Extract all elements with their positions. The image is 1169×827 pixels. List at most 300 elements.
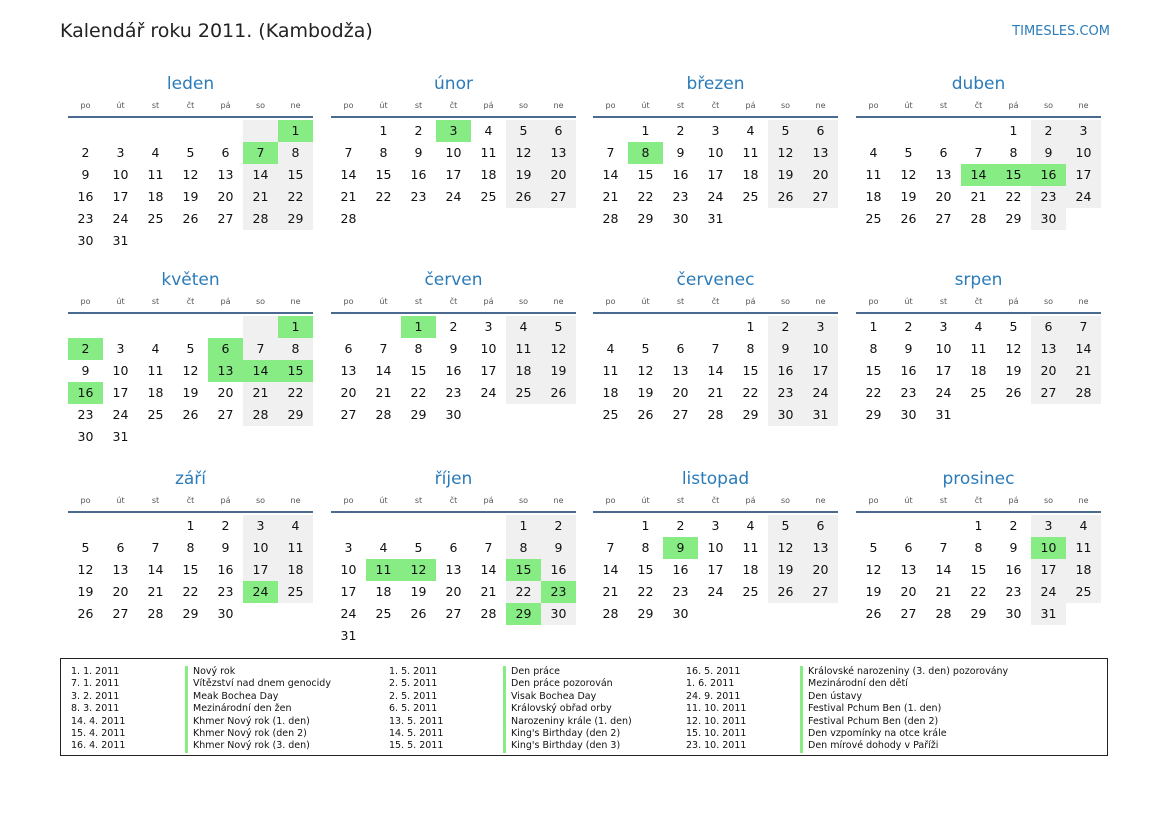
holiday-legend <box>60 658 1108 756</box>
holiday-date: 6. 5. 2011 <box>389 703 438 715</box>
weekday-label: po <box>343 496 354 505</box>
empty-cell <box>366 208 401 230</box>
day-cell: 19 <box>410 584 427 599</box>
day-cell: 28 <box>602 606 619 621</box>
holiday-date: 15. 5. 2011 <box>389 740 444 752</box>
holiday-date: 12. 10. 2011 <box>686 715 747 727</box>
day-cell: 19 <box>182 385 199 400</box>
legend-row <box>379 666 632 678</box>
empty-cell <box>856 120 891 142</box>
month-block <box>68 72 313 252</box>
weekday-label: ne <box>553 496 564 505</box>
day-cell: 3 <box>1066 120 1101 142</box>
day-cell: 8 <box>1009 145 1018 160</box>
holiday-day-cell: 14 <box>961 164 996 186</box>
day-cell: 17 <box>340 584 357 599</box>
legend-row <box>379 703 632 715</box>
day-cell: 11 <box>970 341 987 356</box>
day-cell: 18 <box>375 584 392 599</box>
weekday-header <box>593 491 838 513</box>
empty-cell <box>733 603 768 625</box>
holiday-day-cell: 16 <box>1031 164 1066 186</box>
legend-row <box>61 691 331 703</box>
day-cell: 18 <box>602 385 619 400</box>
legend-row <box>379 728 632 740</box>
day-cell: 2 <box>768 316 803 338</box>
day-cell: 25 <box>742 189 759 204</box>
day-cell: 3 <box>803 316 838 338</box>
weekday-label: po <box>80 297 91 306</box>
day-cell: 16 <box>672 167 689 182</box>
empty-cell <box>401 625 436 647</box>
day-cell: 28 <box>480 606 497 621</box>
day-cell: 22 <box>182 584 199 599</box>
day-cell: 18 <box>506 360 541 382</box>
day-cell: 12 <box>182 363 199 378</box>
day-cell: 14 <box>935 562 952 577</box>
day-cell: 19 <box>637 385 654 400</box>
day-cell: 29 <box>278 404 313 426</box>
weekday-label: st <box>939 496 948 505</box>
day-cell: 1 <box>186 518 195 533</box>
day-cell: 6 <box>449 540 458 555</box>
empty-cell <box>208 426 243 448</box>
day-cell: 21 <box>707 385 724 400</box>
empty-cell <box>366 625 401 647</box>
holiday-date: 23. 10. 2011 <box>686 740 747 752</box>
empty-cell <box>243 120 278 142</box>
weekday-label: ne <box>290 101 301 110</box>
day-cell: 23 <box>77 407 94 422</box>
day-cell: 10 <box>803 338 838 360</box>
day-cell: 26 <box>77 606 94 621</box>
day-cell: 12 <box>768 142 803 164</box>
day-cell: 29 <box>742 407 759 422</box>
weekday-label: so <box>255 496 266 505</box>
holiday-name: Festival Pchum Ben (1. den) <box>800 703 941 715</box>
legend-column-3 <box>676 666 1008 753</box>
day-grid <box>68 515 313 625</box>
day-cell: 6 <box>803 120 838 142</box>
weekday-label: čt <box>711 101 720 110</box>
day-cell: 8 <box>641 540 650 555</box>
day-cell: 5 <box>869 540 878 555</box>
day-cell: 17 <box>480 363 497 378</box>
holiday-day-cell: 15 <box>278 360 313 382</box>
weekday-label: po <box>605 101 616 110</box>
day-cell: 4 <box>151 341 160 356</box>
day-cell: 4 <box>746 518 755 533</box>
day-cell: 30 <box>217 606 234 621</box>
day-cell: 5 <box>81 540 90 555</box>
day-cell: 3 <box>711 123 720 138</box>
day-cell: 3 <box>939 319 948 334</box>
empty-cell <box>208 120 243 142</box>
day-cell: 23 <box>410 189 427 204</box>
day-cell: 31 <box>340 628 357 643</box>
day-cell: 9 <box>449 341 458 356</box>
day-cell: 25 <box>147 211 164 226</box>
weekday-label: pá <box>745 297 756 306</box>
day-cell: 21 <box>243 382 278 404</box>
day-cell: 4 <box>379 540 388 555</box>
day-cell: 24 <box>340 606 357 621</box>
weekday-label: út <box>116 496 125 505</box>
weekday-label: ne <box>290 496 301 505</box>
day-cell: 13 <box>935 167 952 182</box>
day-cell: 5 <box>541 316 576 338</box>
weekday-label: ne <box>1078 496 1089 505</box>
day-grid <box>331 120 576 230</box>
day-cell: 12 <box>1005 341 1022 356</box>
day-cell: 13 <box>217 167 234 182</box>
day-cell: 11 <box>147 363 164 378</box>
holiday-day-cell: 15 <box>996 164 1031 186</box>
holiday-day-cell: 9 <box>663 537 698 559</box>
weekday-label: pá <box>745 496 756 505</box>
day-cell: 13 <box>803 537 838 559</box>
day-cell: 11 <box>742 540 759 555</box>
month-block <box>856 72 1101 230</box>
day-cell: 29 <box>1005 211 1022 226</box>
day-cell: 4 <box>606 341 615 356</box>
day-cell: 17 <box>445 167 462 182</box>
holiday-date: 1. 1. 2011 <box>71 666 120 677</box>
legend-row <box>61 666 331 678</box>
legend-row <box>61 678 331 690</box>
day-cell: 15 <box>970 562 987 577</box>
day-cell: 16 <box>672 562 689 577</box>
day-cell: 7 <box>606 540 615 555</box>
day-cell: 15 <box>742 363 759 378</box>
holiday-day-cell: 2 <box>68 338 103 360</box>
holiday-date: 14. 5. 2011 <box>389 727 444 739</box>
weekday-label: st <box>676 297 685 306</box>
day-cell: 28 <box>243 404 278 426</box>
weekday-header <box>856 292 1101 314</box>
day-cell: 5 <box>1009 319 1018 334</box>
day-cell: 22 <box>506 581 541 603</box>
day-cell: 28 <box>602 211 619 226</box>
day-cell: 29 <box>637 606 654 621</box>
day-cell: 18 <box>480 167 497 182</box>
day-cell: 28 <box>935 606 952 621</box>
weekday-header <box>593 292 838 314</box>
day-cell: 11 <box>147 167 164 182</box>
weekday-label: út <box>379 101 388 110</box>
day-cell: 30 <box>77 429 94 444</box>
day-cell: 6 <box>803 515 838 537</box>
holiday-date: 13. 5. 2011 <box>389 715 444 727</box>
weekday-label: pá <box>483 496 494 505</box>
day-cell: 29 <box>278 208 313 230</box>
day-cell: 25 <box>506 382 541 404</box>
month-name: srpen <box>954 270 1003 290</box>
day-cell: 14 <box>243 164 278 186</box>
day-cell: 15 <box>637 167 654 182</box>
weekday-header <box>331 96 576 118</box>
day-cell: 9 <box>81 167 90 182</box>
legend-row <box>676 678 1008 690</box>
day-cell: 14 <box>480 562 497 577</box>
weekday-label: st <box>151 101 160 110</box>
day-cell: 22 <box>970 584 987 599</box>
weekday-label: čt <box>974 101 983 110</box>
legend-row <box>676 716 1008 728</box>
day-cell: 13 <box>445 562 462 577</box>
day-cell: 29 <box>970 606 987 621</box>
day-cell: 7 <box>243 338 278 360</box>
weekday-label: so <box>1043 101 1054 110</box>
day-cell: 19 <box>900 189 917 204</box>
weekday-label: so <box>518 297 529 306</box>
brand-link[interactable]: TIMESLES.COM <box>1012 24 1110 39</box>
day-cell: 25 <box>865 211 882 226</box>
day-cell: 24 <box>935 385 952 400</box>
page-title: Kalendář roku 2011. (Kambodža) <box>60 20 373 42</box>
weekday-label: st <box>676 496 685 505</box>
weekday-label: čt <box>186 101 195 110</box>
day-cell: 15 <box>865 363 882 378</box>
day-cell: 31 <box>112 429 129 444</box>
empty-cell <box>401 515 436 537</box>
weekday-label: st <box>151 297 160 306</box>
day-cell: 11 <box>742 145 759 160</box>
day-cell: 31 <box>1031 603 1066 625</box>
day-cell: 4 <box>278 515 313 537</box>
day-cell: 6 <box>541 120 576 142</box>
day-cell: 25 <box>1066 581 1101 603</box>
day-grid <box>593 316 838 426</box>
day-cell: 13 <box>672 363 689 378</box>
holiday-name: Den vzpomínky na otce krále <box>800 728 947 740</box>
weekday-label: po <box>868 297 879 306</box>
legend-row <box>676 691 1008 703</box>
day-cell: 17 <box>707 562 724 577</box>
holiday-name: Královské narozeniny (3. den) pozorovány <box>800 666 1008 678</box>
weekday-label: pá <box>1008 297 1019 306</box>
holiday-day-cell: 13 <box>208 360 243 382</box>
month-block <box>856 467 1101 625</box>
day-cell: 15 <box>410 363 427 378</box>
day-cell: 29 <box>410 407 427 422</box>
weekday-label: st <box>939 297 948 306</box>
empty-cell <box>173 316 208 338</box>
empty-cell <box>541 625 576 647</box>
holiday-date: 15. 4. 2011 <box>71 727 126 739</box>
day-cell: 15 <box>375 167 392 182</box>
day-cell: 16 <box>217 562 234 577</box>
day-cell: 6 <box>221 145 230 160</box>
day-cell: 9 <box>904 341 913 356</box>
day-cell: 7 <box>484 540 493 555</box>
day-cell: 10 <box>445 145 462 160</box>
weekday-header <box>856 491 1101 513</box>
day-cell: 5 <box>641 341 650 356</box>
day-cell: 4 <box>484 123 493 138</box>
empty-cell <box>891 120 926 142</box>
holiday-date: 7. 1. 2011 <box>71 678 120 690</box>
day-cell: 1 <box>379 123 388 138</box>
day-cell: 6 <box>344 341 353 356</box>
empty-cell <box>856 515 891 537</box>
empty-cell <box>891 515 926 537</box>
weekday-label: pá <box>220 297 231 306</box>
empty-cell <box>698 316 733 338</box>
day-grid <box>331 515 576 647</box>
empty-cell <box>628 316 663 338</box>
day-cell: 19 <box>1005 363 1022 378</box>
day-cell: 3 <box>711 518 720 533</box>
day-cell: 12 <box>77 562 94 577</box>
day-cell: 17 <box>112 385 129 400</box>
day-cell: 22 <box>865 385 882 400</box>
month-name: říjen <box>434 469 473 489</box>
day-cell: 30 <box>445 407 462 422</box>
month-block <box>68 268 313 448</box>
weekday-label: st <box>676 101 685 110</box>
day-cell: 8 <box>186 540 195 555</box>
day-cell: 6 <box>676 341 685 356</box>
day-grid <box>856 316 1101 426</box>
day-cell: 27 <box>340 407 357 422</box>
day-cell: 25 <box>480 189 497 204</box>
day-cell: 24 <box>803 382 838 404</box>
legend-row <box>676 728 1008 740</box>
day-cell: 25 <box>147 407 164 422</box>
empty-cell <box>243 316 278 338</box>
day-cell: 30 <box>77 233 94 248</box>
holiday-name: Královský obřad orby <box>503 703 612 715</box>
day-cell: 27 <box>672 407 689 422</box>
holiday-day-cell: 6 <box>208 338 243 360</box>
day-cell: 24 <box>1031 581 1066 603</box>
day-cell: 8 <box>278 338 313 360</box>
month-block <box>593 72 838 230</box>
holiday-day-cell: 10 <box>1031 537 1066 559</box>
day-cell: 8 <box>746 341 755 356</box>
day-cell: 7 <box>344 145 353 160</box>
month-block <box>331 467 576 647</box>
day-cell: 20 <box>445 584 462 599</box>
day-cell: 8 <box>506 537 541 559</box>
day-cell: 30 <box>1031 208 1066 230</box>
day-cell: 24 <box>1066 186 1101 208</box>
month-name: leden <box>166 74 215 94</box>
empty-cell <box>173 120 208 142</box>
day-cell: 20 <box>935 189 952 204</box>
day-cell: 30 <box>541 603 576 625</box>
day-cell: 31 <box>935 407 952 422</box>
day-cell: 20 <box>112 584 129 599</box>
month-name: únor <box>434 74 473 94</box>
empty-cell <box>138 230 173 252</box>
day-cell: 10 <box>112 363 129 378</box>
holiday-date: 3. 2. 2011 <box>71 690 120 702</box>
empty-cell <box>103 120 138 142</box>
day-cell: 21 <box>375 385 392 400</box>
weekday-label: čt <box>974 297 983 306</box>
weekday-label: út <box>904 496 913 505</box>
empty-cell <box>1066 208 1101 230</box>
day-cell: 9 <box>221 540 230 555</box>
day-cell: 30 <box>768 404 803 426</box>
empty-cell <box>366 515 401 537</box>
weekday-label: út <box>116 101 125 110</box>
day-cell: 27 <box>541 186 576 208</box>
day-cell: 18 <box>865 189 882 204</box>
weekday-label: pá <box>483 297 494 306</box>
month-name: červen <box>424 270 483 290</box>
holiday-day-cell: 16 <box>68 382 103 404</box>
empty-cell <box>1066 603 1101 625</box>
day-cell: 23 <box>1005 584 1022 599</box>
day-cell: 12 <box>768 537 803 559</box>
weekday-label: út <box>379 496 388 505</box>
day-cell: 2 <box>221 518 230 533</box>
day-cell: 24 <box>707 189 724 204</box>
day-cell: 7 <box>379 341 388 356</box>
day-cell: 1 <box>1009 123 1018 138</box>
empty-cell <box>138 426 173 448</box>
month-name: září <box>174 469 207 489</box>
holiday-date: 2. 5. 2011 <box>389 678 438 690</box>
weekday-label: ne <box>290 297 301 306</box>
holiday-name: Mezinárodní den žen <box>185 703 292 715</box>
day-cell: 17 <box>707 167 724 182</box>
empty-cell <box>331 316 366 338</box>
holiday-day-cell: 8 <box>628 142 663 164</box>
empty-cell <box>506 625 541 647</box>
weekday-label: so <box>1043 297 1054 306</box>
day-cell: 16 <box>445 363 462 378</box>
empty-cell <box>243 603 278 625</box>
holiday-name: Mezinárodní den dětí <box>800 678 908 690</box>
empty-cell <box>593 316 628 338</box>
day-cell: 5 <box>506 120 541 142</box>
day-cell: 27 <box>803 581 838 603</box>
day-cell: 9 <box>768 338 803 360</box>
day-cell: 13 <box>112 562 129 577</box>
day-cell: 3 <box>484 319 493 334</box>
empty-cell <box>103 515 138 537</box>
day-cell: 17 <box>1031 559 1066 581</box>
day-cell: 23 <box>445 385 462 400</box>
day-cell: 9 <box>81 363 90 378</box>
day-cell: 29 <box>865 407 882 422</box>
day-cell: 8 <box>278 142 313 164</box>
weekday-label: út <box>641 101 650 110</box>
day-cell: 31 <box>112 233 129 248</box>
day-cell: 15 <box>278 164 313 186</box>
day-cell: 19 <box>865 584 882 599</box>
month-name: listopad <box>681 469 750 489</box>
day-cell: 4 <box>151 145 160 160</box>
day-cell: 17 <box>935 363 952 378</box>
day-cell: 20 <box>1031 360 1066 382</box>
day-cell: 17 <box>112 189 129 204</box>
empty-cell <box>366 316 401 338</box>
day-cell: 4 <box>746 123 755 138</box>
holiday-name: Den ústavy <box>800 691 862 703</box>
day-cell: 28 <box>1066 382 1101 404</box>
empty-cell <box>926 515 961 537</box>
holiday-date: 16. 4. 2011 <box>71 740 126 752</box>
day-cell: 24 <box>112 407 129 422</box>
empty-cell <box>471 404 506 426</box>
weekday-label: po <box>343 101 354 110</box>
empty-cell <box>698 603 733 625</box>
